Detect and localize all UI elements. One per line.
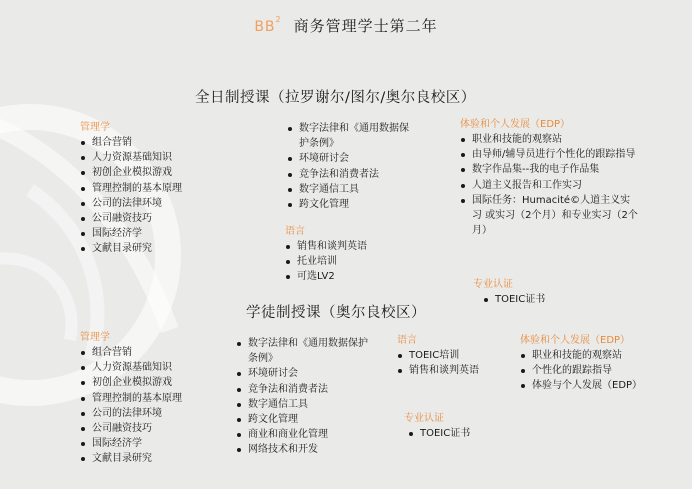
apprentice-languages-label: 语言 xyxy=(397,335,417,346)
program-code-superscript: 2 xyxy=(275,15,282,24)
list-item: 可选LV2 xyxy=(285,269,367,284)
list-item: TOEIC证书 xyxy=(408,426,470,441)
apprentice-certification-label: 专业认证 xyxy=(404,413,444,424)
list-item: 数字法律和《通用数据保护条例》 xyxy=(236,336,371,366)
list-item: 国际经济学 xyxy=(80,436,182,451)
program-code: BB xyxy=(254,19,276,35)
list-item: 数字通信工具 xyxy=(236,397,371,412)
list-item: 托业培训 xyxy=(285,254,367,269)
fulltime-certification-list xyxy=(483,292,545,307)
apprentice-management-list xyxy=(80,345,182,467)
apprentice-management-label: 管理学 xyxy=(80,332,110,343)
apprentice-experience-block xyxy=(520,331,642,394)
apprentice-law-list xyxy=(236,336,371,458)
apprentice-management-block xyxy=(80,328,182,467)
list-item: 国际任务：Humacité©人道主义实习 或实习（2个月）和专业实习（2个月） xyxy=(460,193,640,239)
list-item: 数字通信工具 xyxy=(287,182,412,197)
fulltime-section-title: 全日制授课（拉罗谢尔/图尔/奥尔良校区） xyxy=(195,90,476,106)
list-item: TOEIC培训 xyxy=(397,348,479,363)
fulltime-certification-block xyxy=(473,275,545,307)
apprentice-experience-list xyxy=(520,348,642,394)
page-title: 商务管理学士第二年 xyxy=(293,17,438,35)
list-item: 管理控制的基本原理 xyxy=(80,181,182,196)
list-item: 初创企业模拟游戏 xyxy=(80,165,182,180)
fulltime-certification-label: 专业认证 xyxy=(473,279,513,290)
list-item: 人力资源基础知识 xyxy=(80,360,182,375)
list-item: 人道主义报告和工作实习 xyxy=(460,178,640,193)
list-item: 个性化的跟踪指导 xyxy=(520,363,642,378)
fulltime-languages-block xyxy=(285,222,367,285)
list-item: 销售和谈判英语 xyxy=(285,239,367,254)
list-item: 体验与个人发展（EDP） xyxy=(520,378,642,393)
list-item: 公司的法律环境 xyxy=(80,406,182,421)
fulltime-law-list xyxy=(287,121,412,212)
list-item: 组合营销 xyxy=(80,135,182,150)
list-item: 文献目录研究 xyxy=(80,241,182,256)
apprentice-section-title: 学徒制授课（奥尔良校区） xyxy=(246,305,426,321)
list-item: 环境研讨会 xyxy=(287,151,412,166)
list-item: 竞争法和消费者法 xyxy=(287,167,412,182)
list-item: 销售和谈判英语 xyxy=(397,363,479,378)
apprentice-experience-label: 体验和个人发展（EDP） xyxy=(520,335,631,346)
list-item: 人力资源基础知识 xyxy=(80,150,182,165)
list-item: 公司融资技巧 xyxy=(80,421,182,436)
fulltime-experience-block xyxy=(460,115,640,238)
fulltime-management-block xyxy=(80,118,182,257)
apprentice-languages-list xyxy=(397,348,479,378)
list-item: 组合营销 xyxy=(80,345,182,360)
list-item: 职业和技能的观察站 xyxy=(520,348,642,363)
apprentice-certification-list xyxy=(408,426,470,441)
page-header xyxy=(0,15,692,36)
apprentice-languages-block xyxy=(397,331,479,378)
fulltime-law-block xyxy=(287,121,412,212)
list-item: 数字法律和《通用数据保护条例》 xyxy=(287,121,412,151)
list-item: 文献目录研究 xyxy=(80,451,182,466)
fulltime-languages-list xyxy=(285,239,367,285)
list-item: 数字作品集--我的电子作品集 xyxy=(460,162,640,177)
list-item: 职业和技能的观察站 xyxy=(460,132,640,147)
fulltime-experience-list xyxy=(460,132,640,238)
fulltime-languages-label: 语言 xyxy=(285,226,305,237)
list-item: 网络技术和开发 xyxy=(236,442,371,457)
list-item: 竞争法和消费者法 xyxy=(236,382,371,397)
list-item: 跨文化管理 xyxy=(236,412,371,427)
list-item: 国际经济学 xyxy=(80,226,182,241)
fulltime-management-list xyxy=(80,135,182,257)
fulltime-experience-label: 体验和个人发展（EDP） xyxy=(460,119,571,130)
fulltime-management-label: 管理学 xyxy=(80,122,110,133)
list-item: 商业和商业化管理 xyxy=(236,427,371,442)
list-item: 公司融资技巧 xyxy=(80,211,182,226)
list-item: 跨文化管理 xyxy=(287,197,412,212)
list-item: 初创企业模拟游戏 xyxy=(80,375,182,390)
apprentice-certification-block xyxy=(404,409,470,441)
list-item: 环境研讨会 xyxy=(236,366,371,381)
list-item: 由导师/辅导员进行个性化的跟踪指导 xyxy=(460,147,640,162)
list-item: 管理控制的基本原理 xyxy=(80,391,182,406)
list-item: TOEIC证书 xyxy=(483,292,545,307)
list-item: 公司的法律环境 xyxy=(80,196,182,211)
apprentice-law-block xyxy=(236,336,371,458)
